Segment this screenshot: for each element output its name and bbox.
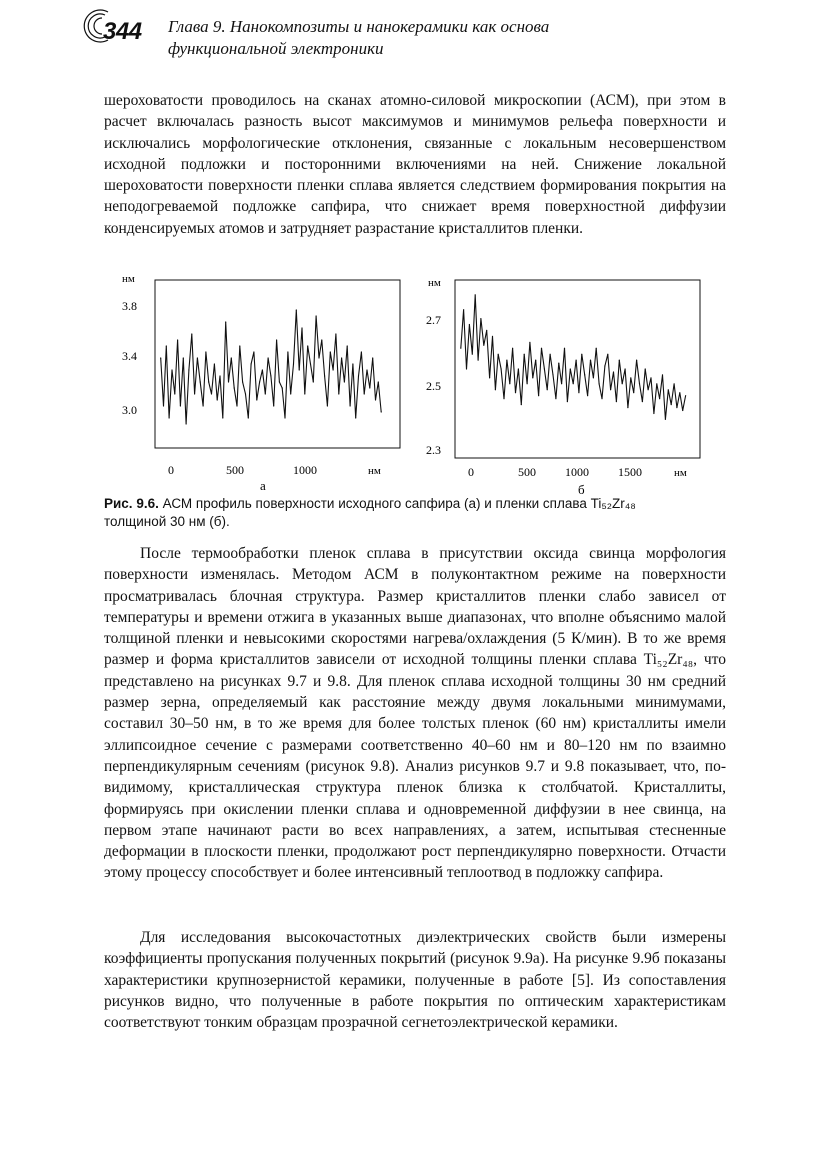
panel-a-data-point (313, 381, 314, 382)
paragraph-2: После термообработки пленок сплава в присутствии оксида свинца морфология поверхности изменялась. Методом АСМ в полуконтактном режиме на поверхности просматривалась блочная структура. Размер кристаллитов пленки слабо зависел от температуры и времени отжига в указанных выше диапазонах, что вполне объяснимо малой толщиной пленки и невысокими скоростями нагрева/охлаждения (5 К/мин). В то же время размер и форма кристаллитов зависели от исходной толщины пленки сплава Ti₅₂Zr₄₈, что представлено на рисунках 9.7 и 9.8. Для пленок сплава исходной толщины 30 нм средний размер зерна, определяемый как расстояние между двумя локальными минимумами, составил 30–50 нм, в то же время для более толстых пленок (60 нм) кристаллиты имели эллипсоидное сечение с размерами соответственно 40–60 нм и 80–120 нм по взаимно перпендикулярным сечениям (рисунок 9.8). Анализ рисунков 9.7 и 9.8 показывает, что, по-видимому, кристаллическая структура пленок близка к столбчатой. Кристаллиты, формируясь при окислении пленки сплава и одновременной диффузии в нее свинца, на первом этапе начинают расти во всех направлениях, а затем, испытывая стесненные деформации в плоскости пленки, продолжают рост перпендикулярно поверхности. Отчасти этому процессу способствует и более интенсивный теплоотвод в подложку сапфира. (104, 545, 726, 882)
panel-a-data-point (180, 405, 181, 406)
running-title-line1: Глава 9. Нанокомпозиты и нанокерамики как основа (168, 17, 550, 36)
panel-b-data-point (570, 368, 571, 369)
panel-b-data-point (642, 401, 643, 402)
panel-b-data-point (627, 407, 628, 408)
panel-b-data-point (625, 368, 626, 369)
panel-b-data-point (538, 395, 539, 396)
panel-a-data-point (299, 369, 300, 370)
panel-a-frame (155, 280, 400, 448)
panel-b-data-point (509, 383, 510, 384)
panel-a-data-point (259, 381, 260, 382)
running-title (168, 16, 549, 60)
panel-b-x-unit: нм (674, 467, 687, 479)
panel-a-data-point (316, 315, 317, 316)
panel-a-data-point (338, 393, 339, 394)
panel-a-data-point (169, 417, 170, 418)
panel-b-data-point (518, 368, 519, 369)
panel-b-data-point (596, 348, 597, 349)
panel-b-data-point (665, 419, 666, 420)
panel-b-data-point (593, 377, 594, 378)
panel-b-data-point (567, 401, 568, 402)
afm-profile-figure (100, 268, 720, 498)
panel-b-data-point (506, 360, 507, 361)
panel-a-data-point (335, 333, 336, 334)
panel-a-data-point (239, 345, 240, 346)
panel-b-data-point (555, 398, 556, 399)
panel-a-profile-line (161, 310, 382, 424)
panel-b-data-point (685, 395, 686, 396)
panel-b-data-point (501, 368, 502, 369)
panel-b-data-point (466, 368, 467, 369)
panel-a-data-point (282, 387, 283, 388)
panel-a-data-point (279, 381, 280, 382)
panel-a-x-tick-2: 500 (226, 463, 244, 477)
panel-b-data-point (544, 368, 545, 369)
panel-a-data-point (296, 309, 297, 310)
panel-b-data-point (639, 383, 640, 384)
panel-a-data-point (341, 357, 342, 358)
panel-a-data-point (364, 393, 365, 394)
panel-a-data-point (358, 375, 359, 376)
panel-a-data-point (304, 393, 305, 394)
panel-b-data-point (564, 348, 565, 349)
panel-b-data-point (486, 330, 487, 331)
panel-b-data-point (610, 389, 611, 390)
panel-a-data-point (217, 399, 218, 400)
panel-a-y-tick-1: 3.8 (122, 299, 137, 313)
panel-a-data-point (372, 357, 373, 358)
panel-b-data-point (616, 401, 617, 402)
panel-b-data-point (489, 377, 490, 378)
panel-b-data-point (558, 363, 559, 364)
panel-a-data-point (214, 363, 215, 364)
panel-b-label: б (578, 482, 585, 497)
panel-a-data-point (205, 351, 206, 352)
panel-b-data-point (524, 354, 525, 355)
panel-b-data-point (550, 354, 551, 355)
panel-b-x-tick-1: 0 (468, 465, 474, 479)
panel-a-x-tick-3: 1000 (293, 463, 317, 477)
panel-a-data-point (256, 399, 257, 400)
panel-b-y-tick-3: 2.3 (426, 443, 441, 457)
panel-a-data-point (355, 417, 356, 418)
panel-a-data-point (310, 363, 311, 364)
panel-b-data-point (463, 309, 464, 310)
panel-a-data-point (248, 417, 249, 418)
panel-a-data-point (284, 417, 285, 418)
panel-b-data-point (662, 374, 663, 375)
panel-a-data-point (290, 393, 291, 394)
panel-a-data-point (366, 369, 367, 370)
panel-b-data-point (515, 392, 516, 393)
panel-a-data-point (352, 363, 353, 364)
panel-a-data-point (166, 345, 167, 346)
panel-a-data-point (276, 339, 277, 340)
panel-b-data-point (584, 374, 585, 375)
panel-b-data-point (674, 383, 675, 384)
panel-a-data-point (222, 417, 223, 418)
panel-a-data-point (324, 375, 325, 376)
panel-b-y-unit: нм (428, 277, 441, 289)
panel-a-data-point (270, 375, 271, 376)
panel-a-data-point (369, 387, 370, 388)
panel-b-data-point (633, 392, 634, 393)
running-title-line2: функциональной электроники (168, 39, 384, 58)
panel-a-y-tick-3: 3.0 (122, 403, 137, 417)
panel-a-data-point (333, 369, 334, 370)
panel-b-y-tick-1: 2.7 (426, 313, 441, 327)
panel-a-data-point (361, 351, 362, 352)
panel-a-data-point (287, 351, 288, 352)
panel-b-data-point (503, 398, 504, 399)
panel-b-data-point (676, 407, 677, 408)
panel-a-data-point (160, 357, 161, 358)
panel-a-data-point (186, 423, 187, 424)
panel-a-data-point (347, 345, 348, 346)
panel-b-data-point (613, 371, 614, 372)
caption-number: Рис. 9.6. (104, 496, 159, 511)
paragraph-3-block (104, 927, 726, 1033)
panel-a-data-point (194, 393, 195, 394)
panel-b-data-point (475, 294, 476, 295)
panel-a-data-point (228, 381, 229, 382)
panel-a (122, 273, 400, 493)
panel-b-data-point (512, 348, 513, 349)
panel-a-data-point (236, 405, 237, 406)
panel-b-data-point (599, 383, 600, 384)
caption-text-line1: АСМ профиль поверхности исходного сапфира (а) и пленки сплава Ti₅₂Zr₄₈ (162, 496, 636, 511)
panel-a-data-point (307, 345, 308, 346)
panel-a-data-point (273, 405, 274, 406)
paragraph-1-block (104, 90, 726, 239)
panel-b-data-point (541, 348, 542, 349)
panel-b-data-point (659, 398, 660, 399)
panel-a-y-unit: нм (122, 273, 135, 285)
panel-b-y-tick-2: 2.5 (426, 379, 441, 393)
panel-a-y-tick-2: 3.4 (122, 349, 137, 363)
panel-a-data-point (183, 357, 184, 358)
panel-a-data-point (208, 381, 209, 382)
panel-a-data-point (231, 357, 232, 358)
panel-a-data-point (197, 357, 198, 358)
panel-b-data-point (535, 360, 536, 361)
panel-a-data-point (245, 393, 246, 394)
panel-b-data-point (480, 318, 481, 319)
panel-a-data-point (188, 369, 189, 370)
panel-a-data-point (378, 381, 379, 382)
panel-a-data-point (318, 357, 319, 358)
panel-b-frame (455, 280, 700, 458)
panel-b-data-point (682, 410, 683, 411)
panel-b-data-point (529, 342, 530, 343)
panel-a-data-point (203, 405, 204, 406)
panel-a-data-point (375, 399, 376, 400)
paragraph-1: шероховатости проводилось на сканах атомно-силовой микроскопии (АСМ), при этом в расчет включалась разность высот максимумов и минимумов рельефа поверхности и исключались морфологические отклонения, связанные с локальным несовершенством исходной подложки и посторонними включениями на ней. Снижение локальной шероховатости поверхности пленки сплава является следствием формирования покрытия на неподогреваемой подложке сапфира, что снижает время поверхностной диффузии конденсируемых атомов и затрудняет разрастание кристаллитов пленки. (104, 92, 726, 237)
panel-b-data-point (650, 377, 651, 378)
panel-b-data-point (619, 360, 620, 361)
panel-a-data-point (293, 363, 294, 364)
panel-a-data-point (219, 375, 220, 376)
panel-b-data-point (483, 345, 484, 346)
panel-b-data-point (573, 383, 574, 384)
panel-a-x-unit: нм (368, 465, 381, 477)
panel-a-data-point (321, 339, 322, 340)
panel-a-data-point (301, 327, 302, 328)
panel-b-profile-line (461, 295, 686, 420)
panel-b-data-point (495, 389, 496, 390)
panel-b-data-point (581, 354, 582, 355)
paragraph-2-block (104, 543, 726, 884)
panel-b-data-point (521, 404, 522, 405)
panel-b-data-point (656, 383, 657, 384)
panel-a-data-point (251, 363, 252, 364)
panel-b-data-point (587, 395, 588, 396)
panel-b-data-point (552, 374, 553, 375)
panel-b-data-point (460, 348, 461, 349)
panel-b-data-point (478, 360, 479, 361)
figure-caption (104, 495, 726, 531)
panel-a-data-point (211, 393, 212, 394)
panel-b-data-point (532, 377, 533, 378)
panel-a-data-point (200, 381, 201, 382)
panel-b-data-point (668, 389, 669, 390)
panel-b-data-point (601, 398, 602, 399)
panel-b (426, 277, 700, 497)
panel-b-data-point (653, 413, 654, 414)
panel-a-data-point (265, 393, 266, 394)
panel-b-data-point (472, 354, 473, 355)
panel-b-x-tick-4: 1500 (618, 465, 642, 479)
panel-b-data-point (576, 360, 577, 361)
panel-a-data-point (225, 321, 226, 322)
panel-b-data-point (492, 336, 493, 337)
caption-text-line2: толщиной 30 нм (б). (104, 514, 230, 529)
page-number: 344 (103, 18, 142, 45)
panel-a-x-tick-1: 0 (168, 463, 174, 477)
panel-b-data-point (578, 392, 579, 393)
panel-a-data-point (344, 381, 345, 382)
panel-b-data-point (645, 368, 646, 369)
panel-a-data-point (327, 405, 328, 406)
panel-a-data-point (330, 351, 331, 352)
panel-b-data-point (679, 392, 680, 393)
panel-b-data-point (561, 383, 562, 384)
panel-a-data-point (234, 387, 235, 388)
panel-b-x-tick-2: 500 (518, 465, 536, 479)
panel-a-data-point (262, 369, 263, 370)
panel-a-data-point (268, 357, 269, 358)
panel-b-data-point (604, 365, 605, 366)
panel-b-x-tick-3: 1000 (565, 465, 589, 479)
panel-b-data-point (607, 354, 608, 355)
panel-a-label: а (260, 478, 266, 493)
panel-b-data-point (622, 383, 623, 384)
panel-b-data-point (648, 389, 649, 390)
panel-b-data-point (630, 377, 631, 378)
panel-a-data-point (350, 405, 351, 406)
panel-b-data-point (469, 324, 470, 325)
panel-a-data-point (171, 369, 172, 370)
panel-b-data-point (498, 354, 499, 355)
paragraph-3: Для исследования высокочастотных диэлектрических свойств были измерены коэффициенты пропускания полученных покрытий (рисунок 9.9а). На рисунке 9.9б показаны характеристики крупнозернистой керамики, полученные в работе [5]. Из сопоставления рисунков видно, что полученные в работе покрытия по оптическим характеристикам соответствуют тонким образцам прозрачной сегнетоэлектрической керамики. (104, 929, 726, 1032)
panel-a-data-point (177, 339, 178, 340)
panel-a-data-point (242, 381, 243, 382)
panel-a-data-point (381, 411, 382, 412)
panel-a-data-point (174, 393, 175, 394)
panel-a-data-point (191, 333, 192, 334)
panel-b-data-point (671, 404, 672, 405)
panel-a-data-point (163, 405, 164, 406)
panel-a-data-point (253, 351, 254, 352)
panel-b-data-point (547, 389, 548, 390)
panel-b-data-point (527, 383, 528, 384)
panel-b-data-point (590, 360, 591, 361)
panel-b-data-point (636, 360, 637, 361)
